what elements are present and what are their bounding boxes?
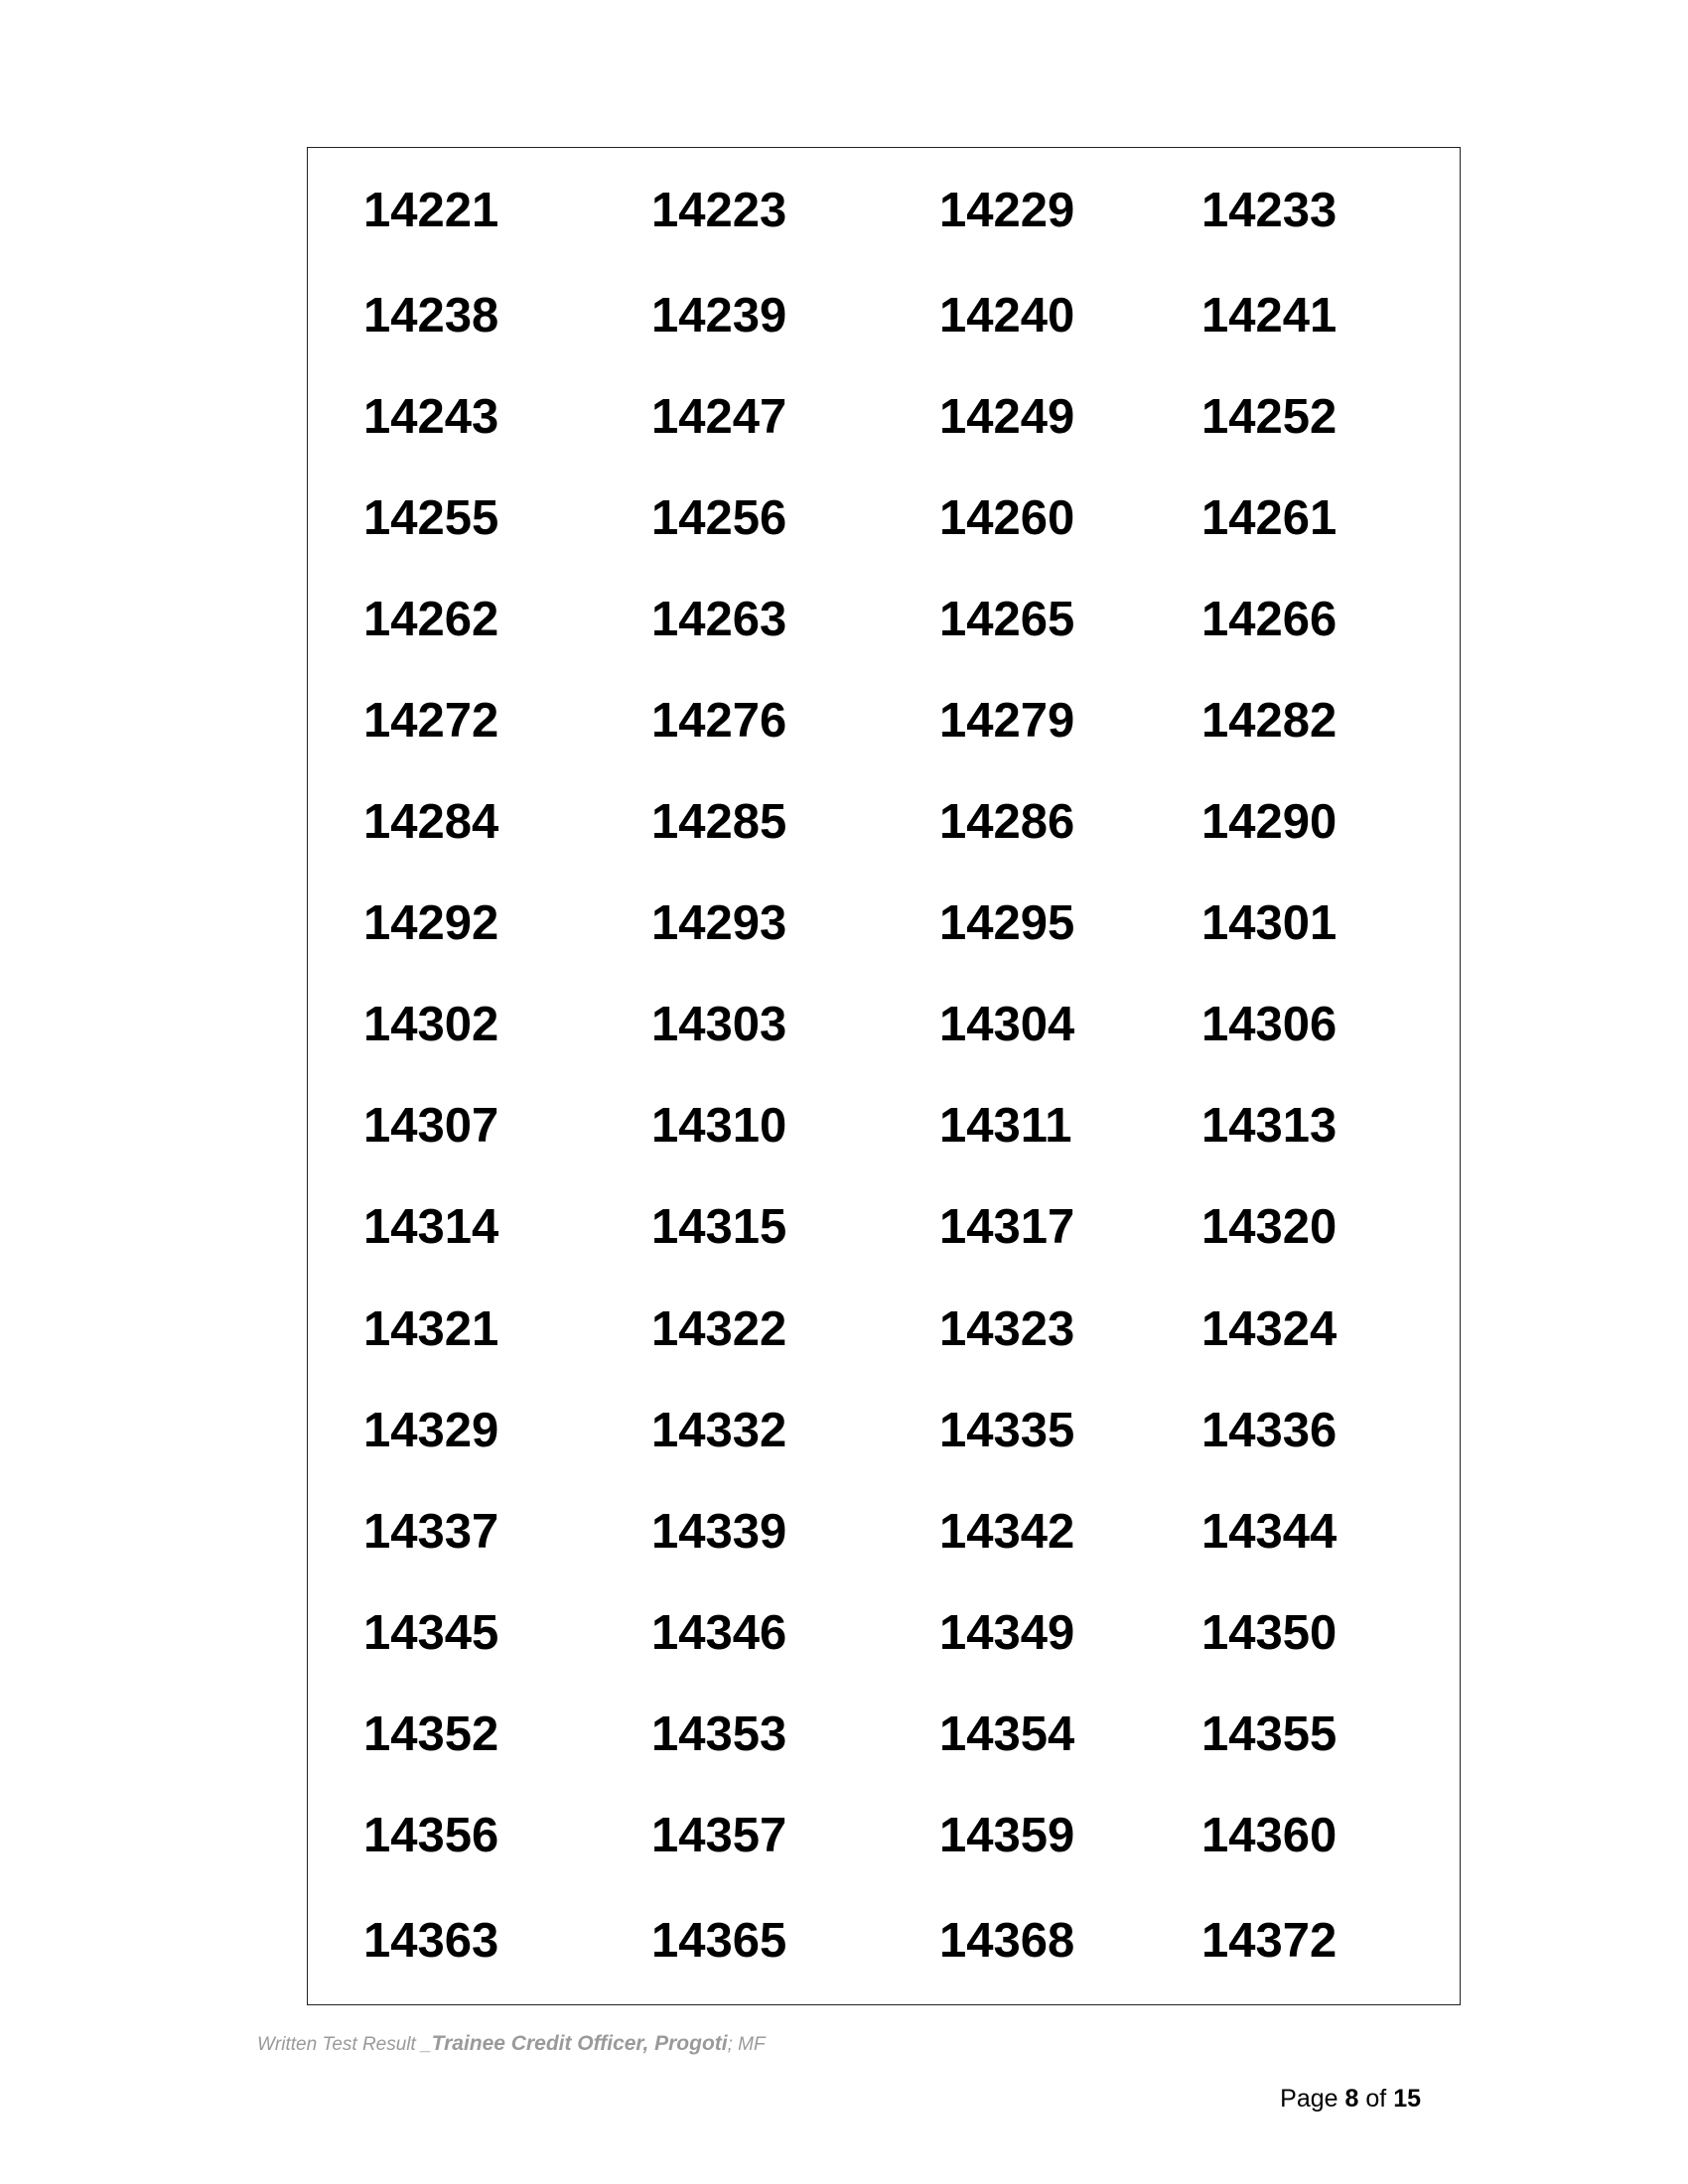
roll-number-cell: 14311 bbox=[939, 1099, 1072, 1154]
roll-number-cell: 14346 bbox=[651, 1605, 787, 1660]
roll-number-cell: 14252 bbox=[1201, 390, 1337, 445]
roll-number-cell: 14265 bbox=[939, 593, 1075, 647]
roll-number-cell: 14321 bbox=[363, 1301, 499, 1356]
table-row bbox=[308, 266, 1460, 367]
roll-number-cell: 14260 bbox=[939, 491, 1075, 546]
roll-number-cell: 14310 bbox=[651, 1099, 787, 1154]
roll-number-cell: 14332 bbox=[651, 1403, 787, 1457]
roll-number-cell: 14354 bbox=[939, 1706, 1075, 1761]
page-total: 15 bbox=[1393, 2085, 1421, 2113]
roll-number-cell: 14313 bbox=[1201, 1099, 1337, 1154]
roll-number-cell: 14238 bbox=[363, 289, 499, 343]
table-row bbox=[308, 671, 1460, 772]
roll-number-cell: 14349 bbox=[939, 1605, 1075, 1660]
roll-number-cell: 14285 bbox=[651, 795, 787, 850]
footer-prefix: Written Test Result _ bbox=[257, 2034, 432, 2055]
table-row bbox=[308, 148, 1460, 266]
table-row bbox=[308, 570, 1460, 671]
table-row bbox=[308, 772, 1460, 874]
roll-number-cell: 14360 bbox=[1201, 1808, 1337, 1862]
table-row bbox=[308, 1076, 1460, 1177]
roll-number-cell: 14266 bbox=[1201, 593, 1337, 647]
roll-number-cell: 14272 bbox=[363, 694, 499, 749]
footer-position-title: Trainee Credit Officer, Progoti bbox=[431, 2032, 728, 2055]
table-row bbox=[308, 1380, 1460, 1481]
roll-number-cell: 14240 bbox=[939, 289, 1075, 343]
roll-number-cell: 14292 bbox=[363, 896, 499, 951]
roll-number-cell: 14302 bbox=[363, 998, 499, 1052]
roll-number-cell: 14286 bbox=[939, 795, 1075, 850]
table-row bbox=[308, 1684, 1460, 1785]
roll-number-cell: 14261 bbox=[1201, 491, 1337, 546]
roll-number-cell: 14359 bbox=[939, 1808, 1075, 1862]
footer-suffix: ; MF bbox=[727, 2034, 766, 2055]
roll-number-cell: 14350 bbox=[1201, 1605, 1337, 1660]
roll-number-cell: 14357 bbox=[651, 1808, 787, 1862]
roll-number-cell: 14337 bbox=[363, 1504, 499, 1559]
roll-number-cell: 14247 bbox=[651, 390, 787, 445]
roll-number-cell: 14368 bbox=[939, 1914, 1075, 1969]
table-row bbox=[308, 874, 1460, 975]
page-number bbox=[1280, 2085, 1421, 2114]
table-row bbox=[308, 975, 1460, 1076]
roll-number-cell: 14352 bbox=[363, 1706, 499, 1761]
roll-number-cell: 14221 bbox=[363, 183, 499, 237]
results-table-box bbox=[307, 147, 1461, 2005]
table-row bbox=[308, 367, 1460, 469]
roll-number-cell: 14317 bbox=[939, 1200, 1075, 1255]
roll-number-cell: 14324 bbox=[1201, 1301, 1337, 1356]
roll-number-cell: 14262 bbox=[363, 593, 499, 647]
table-row bbox=[308, 1785, 1460, 1886]
roll-number-cell: 14344 bbox=[1201, 1504, 1337, 1559]
table-row bbox=[308, 1886, 1460, 2004]
roll-number-cell: 14345 bbox=[363, 1605, 499, 1660]
roll-number-cell: 14339 bbox=[651, 1504, 787, 1559]
roll-number-cell: 14279 bbox=[939, 694, 1075, 749]
roll-number-cell: 14372 bbox=[1201, 1914, 1337, 1969]
roll-number-cell: 14249 bbox=[939, 390, 1075, 445]
roll-number-cell: 14243 bbox=[363, 390, 499, 445]
page-label: Page bbox=[1280, 2085, 1338, 2113]
roll-number-cell: 14336 bbox=[1201, 1403, 1337, 1457]
table-row bbox=[308, 1582, 1460, 1684]
roll-number-cell: 14293 bbox=[651, 896, 787, 951]
roll-number-cell: 14304 bbox=[939, 998, 1075, 1052]
results-table-body bbox=[308, 148, 1460, 2004]
roll-number-cell: 14255 bbox=[363, 491, 499, 546]
roll-number-cell: 14276 bbox=[651, 694, 787, 749]
roll-number-cell: 14282 bbox=[1201, 694, 1337, 749]
roll-number-cell: 14307 bbox=[363, 1099, 499, 1154]
roll-number-cell: 14353 bbox=[651, 1706, 787, 1761]
roll-number-cell: 14320 bbox=[1201, 1200, 1337, 1255]
roll-number-cell: 14365 bbox=[651, 1914, 787, 1969]
footer-caption bbox=[257, 2032, 766, 2056]
roll-number-cell: 14342 bbox=[939, 1504, 1075, 1559]
roll-number-cell: 14315 bbox=[651, 1200, 787, 1255]
roll-number-cell: 14301 bbox=[1201, 896, 1337, 951]
table-row bbox=[308, 1177, 1460, 1279]
roll-number-cell: 14314 bbox=[363, 1200, 499, 1255]
table-row bbox=[308, 1279, 1460, 1380]
roll-number-cell: 14290 bbox=[1201, 795, 1337, 850]
roll-number-cell: 14223 bbox=[651, 183, 787, 237]
roll-number-cell: 14355 bbox=[1201, 1706, 1337, 1761]
roll-number-cell: 14329 bbox=[363, 1403, 499, 1457]
roll-number-cell: 14363 bbox=[363, 1914, 499, 1969]
roll-number-cell: 14263 bbox=[651, 593, 787, 647]
roll-number-cell: 14239 bbox=[651, 289, 787, 343]
roll-number-cell: 14233 bbox=[1201, 183, 1337, 237]
roll-number-cell: 14323 bbox=[939, 1301, 1075, 1356]
roll-number-cell: 14322 bbox=[651, 1301, 787, 1356]
table-row bbox=[308, 469, 1460, 570]
page-separator: of bbox=[1365, 2085, 1387, 2113]
table-row bbox=[308, 1481, 1460, 1582]
roll-number-cell: 14256 bbox=[651, 491, 787, 546]
roll-number-cell: 14306 bbox=[1201, 998, 1337, 1052]
roll-number-cell: 14335 bbox=[939, 1403, 1075, 1457]
page-current: 8 bbox=[1344, 2085, 1359, 2113]
results-table bbox=[308, 148, 1460, 2004]
roll-number-cell: 14295 bbox=[939, 896, 1075, 951]
roll-number-cell: 14356 bbox=[363, 1808, 499, 1862]
roll-number-cell: 14284 bbox=[363, 795, 499, 850]
roll-number-cell: 14303 bbox=[651, 998, 787, 1052]
roll-number-cell: 14241 bbox=[1201, 289, 1337, 343]
roll-number-cell: 14229 bbox=[939, 183, 1075, 237]
